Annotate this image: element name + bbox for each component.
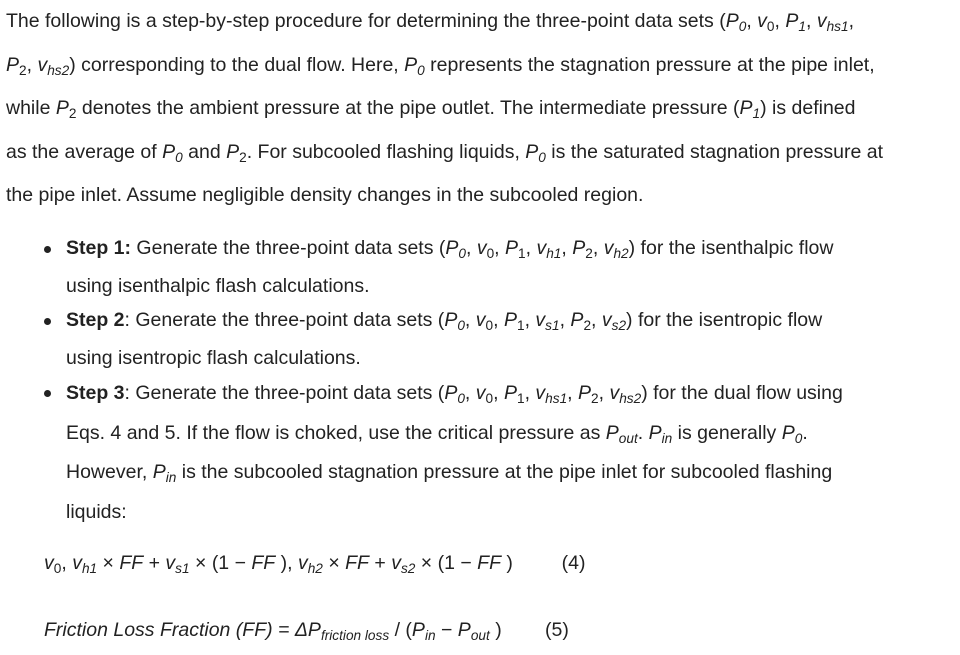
intro-line-5: the pipe inlet. Assume negligible density changes in the subcooled region.: [6, 184, 644, 207]
equation-4-number: (4): [561, 552, 586, 574]
intro-line-3: while $P_2$ denotes the ambient pressure at the pipe outlet. The intermediate pressure $(P_1)$ is defined: [6, 97, 856, 122]
equation-4: $v_0$, $v_{h1}$ × FF + $v_{s1} \times (1$ − FF ), $v_{h2}$ × FF + $v_{s2} \times (1$ − FF ) (4): [44, 552, 586, 576]
step-3-title: Step 3: [66, 382, 125, 404]
bullet-icon: [44, 246, 51, 253]
equation-5: Friction Loss Fraction $(FF) = \Delta P_{friction loss} / (P_{in} - P_{out}$ ) (5): [44, 619, 569, 643]
intro-line-2: $P_2$, $v_{hs2}$) corresponding to the dual flow. Here, $P_0$ represents the stagnation pressure at the pipe inlet,: [6, 53, 875, 78]
list-item-step-1: Step 1: Generate the three-point data sets ($P_0$, $v_0$, $P_1$, $v_{h1}$, $P_2$, $v_{h2}$) for the isenthalpic flow using isenthalpic flash calculations.: [0, 230, 960, 305]
intro-line-4: as the average of $P_0$ and $P_2$. For subcooled flashing liquids, $P_0$ is the saturated stagnation pressure at: [6, 140, 884, 165]
bullet-icon: [44, 318, 51, 325]
bullet-icon: [44, 390, 51, 397]
intro-line-1: The following is a step-by-step procedure for determining the three-point data sets ($P_0$, $v_0$, $P_1$, $v_{hs1}$,: [6, 10, 854, 34]
step-list: [0, 230, 960, 529]
step-1-title: Step 1:: [66, 237, 132, 259]
intro-paragraph: [6, 0, 954, 218]
equation-5-number: (5): [545, 619, 569, 641]
list-item-step-3: Step 3: Generate the three-point data sets ($P_0$, $v_0$, $P_1$, $v_{hs1}$, $P_2$, $v_{hs2}$) for the dual flow using Eqs. 4 and 5. If the flow is choked, use the critical pressure as $P_{out}$. $P_{in}$ is generally $P_0$. However, $P_{in}$ is the subcooled stagnation pressure at the pipe inlet for subcooled flashing liquids:: [0, 374, 960, 532]
step-2-title: Step 2: [66, 309, 125, 331]
list-item-step-2: Step 2: Generate the three-point data sets ($P_0$, $v_0$, $P_1$, $v_{s1}$, $P_2$, $v_{s2}$) for the isentropic flow using isentropic flash calculations.: [0, 302, 960, 377]
